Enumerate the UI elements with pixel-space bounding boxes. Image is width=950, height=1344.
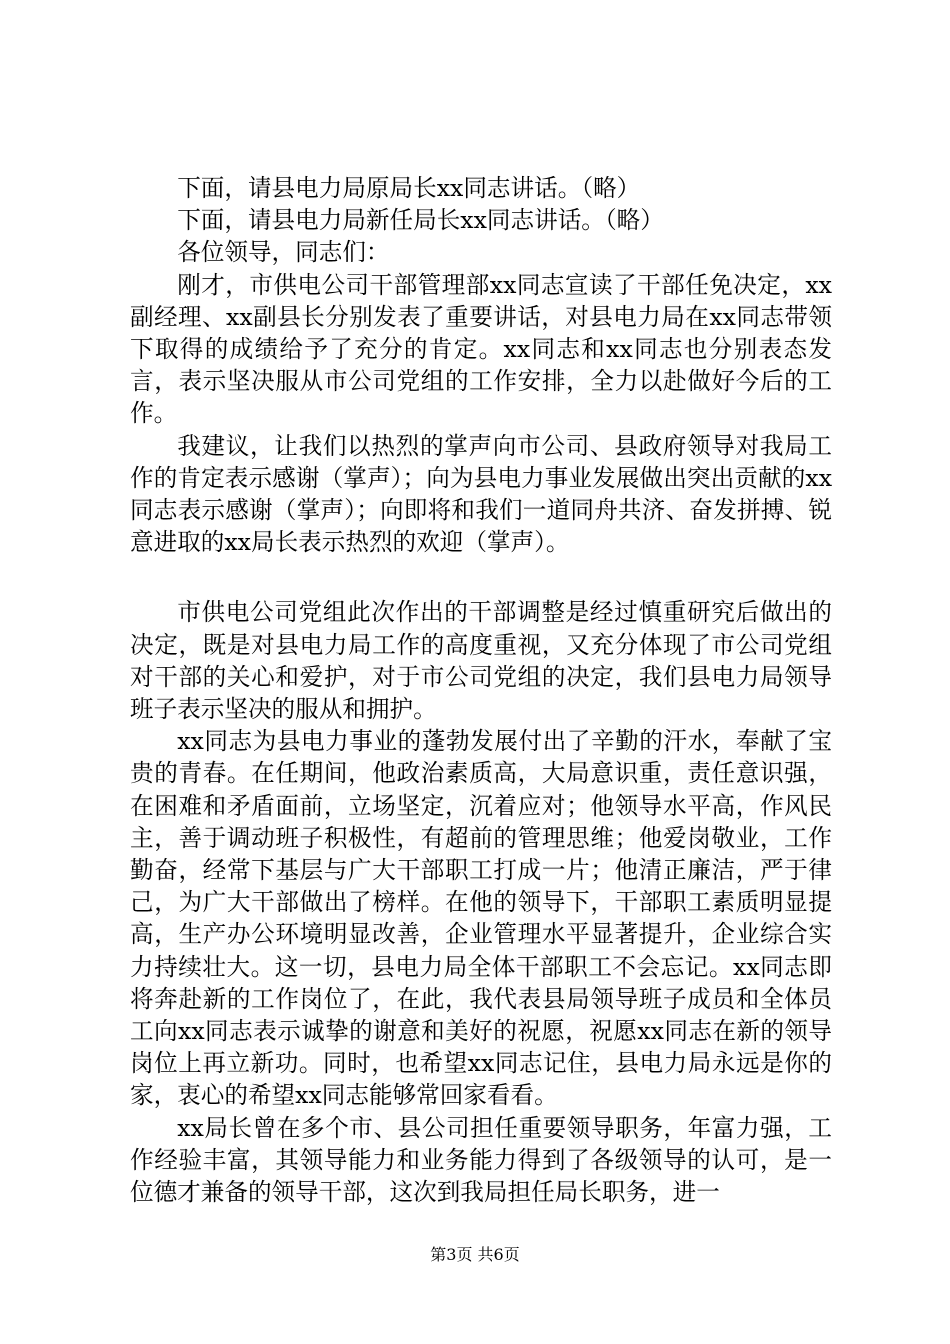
paragraph-salutation: 各位领导，同志们：	[177, 238, 390, 267]
paragraph-appointment-summary: 刚才，市供电公司干部管理部xx同志宣读了干部任免决定，xx副经理、xx副县长分别发表了重要讲话，对县电力局在xx同志带领下取得的成绩给予了充分的肯定。xx同志和xx同志也分别表态发言，表示坚决服从市公司党组的工作安排，全力以赴做好今后的工作。	[130, 270, 832, 428]
paragraph-applause-proposal: 我建议，让我们以热烈的掌声向市公司、县政府领导对我局工作的肯定表示感谢（掌声）；向为县电力事业发展做出突出贡献的xx同志表示感谢（掌声）；向即将和我们一道同舟共济、奋发拼搏、锐意进取的xx局长表示热烈的欢迎（掌声）。	[130, 431, 832, 557]
paragraph-speaker-new: 下面，请县电力局新任局长xx同志讲话。（略）	[177, 206, 664, 235]
paragraph-new-director-intro: xx局长曾在多个市、县公司担任重要领导职务，年富力强，工作经验丰富，其领导能力和业务能力得到了各级领导的认可，是一位德才兼备的领导干部，这次到我局担任局长职务，进一	[130, 1113, 832, 1207]
paragraph-party-decision: 市供电公司党组此次作出的干部调整是经过慎重研究后做出的决定，既是对县电力局工作的高度重视，又充分体现了市公司党组对干部的关心和爱护，对于市公司党组的决定，我们县电力局领导班子表示坚决的服从和拥护。	[130, 598, 832, 724]
paragraph-gap	[130, 558, 832, 596]
page-number-footer: 第3页 共6页	[430, 1245, 520, 1264]
paragraph-speaker-former: 下面，请县电力局原局长xx同志讲话。（略）	[177, 174, 641, 202]
paragraph-former-director-tribute: xx同志为县电力事业的蓬勃发展付出了辛勤的汗水，奉献了宝贵的青春。在任期间，他政治素质高，大局意识重，责任意识强，在困难和矛盾面前，立场坚定，沉着应对；他领导水平高，作风民主，善于调动班子积极性，有超前的管理思维；他爱岗敬业，工作勤奋，经常下基层与广大干部职工打成一片；他清正廉洁，严于律己，为广大干部做出了榜样。在他的领导下，干部职工素质明显提高，生产办公环境明显改善，企业管理水平显著提升，企业综合实力持续壮大。这一切，县电力局全体干部职工不会忘记。xx同志即将奔赴新的工作岗位了，在此，我代表县局领导班子成员和全体员工向xx同志表示诚挚的谢意和美好的祝愿，祝愿xx同志在新的领导岗位上再立新功。同时，也希望xx同志记住，县电力局永远是你的家，衷心的希望xx同志能够常回家看看。	[130, 727, 832, 1110]
document-body	[130, 172, 832, 1208]
